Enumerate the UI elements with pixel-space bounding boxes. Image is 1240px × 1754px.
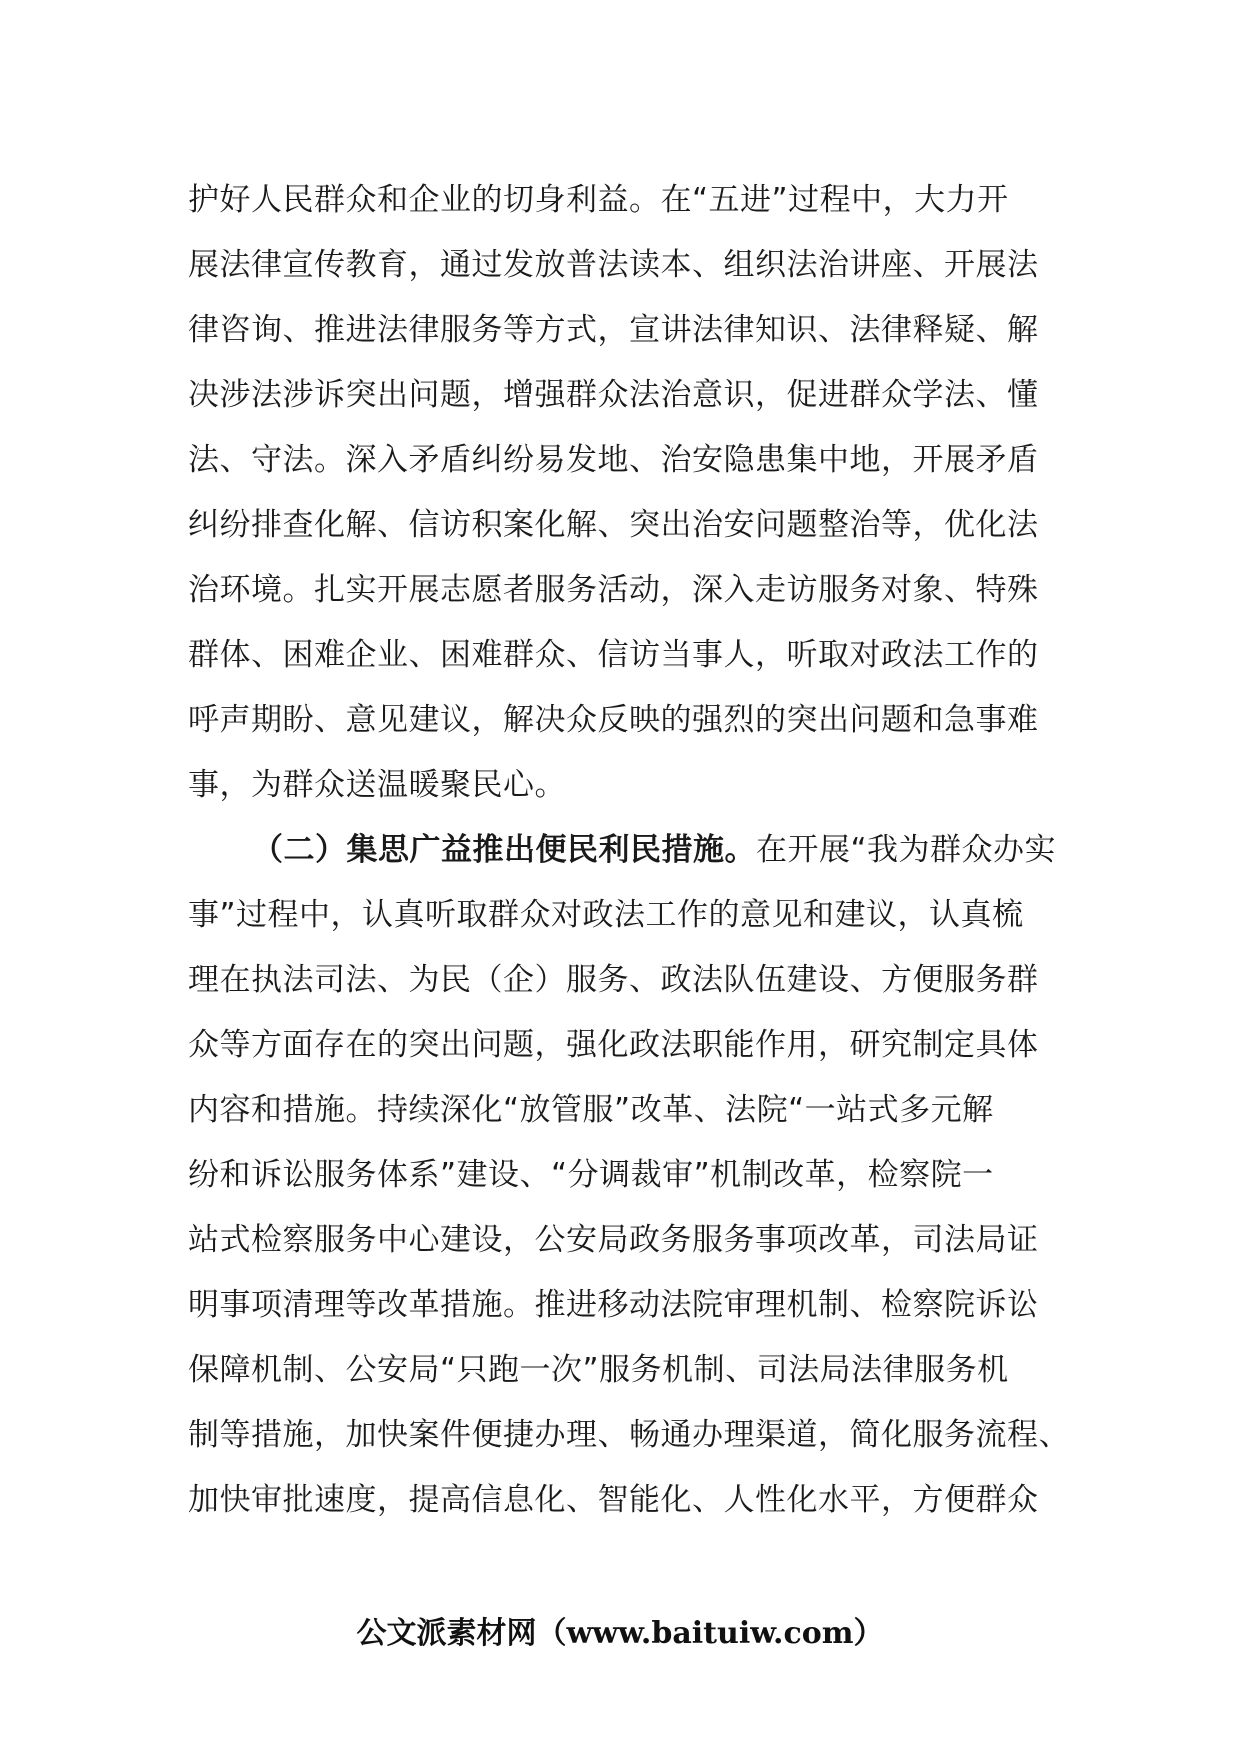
body-line: 法、守法。深入矛盾纠纷易发地、治安隐患集中地，开展矛盾 <box>188 442 1039 478</box>
body-line: 护好人民群众和企业的切身利益。在“五进”过程中，大力开 <box>188 182 1009 218</box>
body-line: 事，为群众送温暖聚民心。 <box>188 767 566 803</box>
body-line: 站式检察服务中心建设，公安局政务服务事项改革，司法局证 <box>188 1222 1039 1258</box>
body-line: 律咨询、推进法律服务等方式，宣讲法律知识、法律释疑、解 <box>188 312 1039 348</box>
body-line: 加快审批速度，提高信息化、智能化、人性化水平，方便群众 <box>188 1482 1039 1518</box>
section-heading-line <box>188 818 1078 883</box>
body-line: 决涉法涉诉突出问题，增强群众法治意识，促进群众学法、懂 <box>188 377 1039 413</box>
body-line: 呼声期盼、意见建议，解决众反映的强烈的突出问题和急事难 <box>188 702 1039 738</box>
body-line: 明事项清理等改革措施。推进移动法院审理机制、检察院诉讼 <box>188 1287 1039 1323</box>
section-heading-continuation: 在开展“我为群众办实 <box>756 832 1057 868</box>
body-line: 众等方面存在的突出问题，强化政法职能作用，研究制定具体 <box>188 1027 1039 1063</box>
body-line: 治环境。扎实开展志愿者服务活动，深入走访服务对象、特殊 <box>188 572 1039 608</box>
body-line: 纠纷排查化解、信访积案化解、突出治安问题整治等，优化法 <box>188 507 1039 543</box>
body-line: 内容和措施。持续深化“放管服”改革、法院“一站式多元解 <box>188 1092 994 1128</box>
section-heading: （二）集思广益推出便民利民措施。 <box>252 832 756 868</box>
document-body <box>188 168 1078 1533</box>
body-line: 理在执法司法、为民（企）服务、政法队伍建设、方便服务群 <box>188 962 1039 998</box>
body-line: 制等措施，加快案件便捷办理、畅通办理渠道，简化服务流程、 <box>188 1417 1070 1453</box>
body-line: 保障机制、公安局“只跑一次”服务机制、司法局法律服务机 <box>188 1352 1009 1388</box>
body-line: 纷和诉讼服务体系”建设、“分调裁审”机制改革，检察院一 <box>188 1157 994 1193</box>
body-line: 事”过程中，认真听取群众对政法工作的意见和建议，认真梳 <box>188 897 1024 933</box>
body-line: 展法律宣传教育，通过发放普法读本、组织法治讲座、开展法 <box>188 247 1039 283</box>
footer-watermark: 公文派素材网（www.baituiw.com） <box>356 1616 884 1651</box>
body-line: 群体、困难企业、困难群众、信访当事人，听取对政法工作的 <box>188 637 1039 673</box>
